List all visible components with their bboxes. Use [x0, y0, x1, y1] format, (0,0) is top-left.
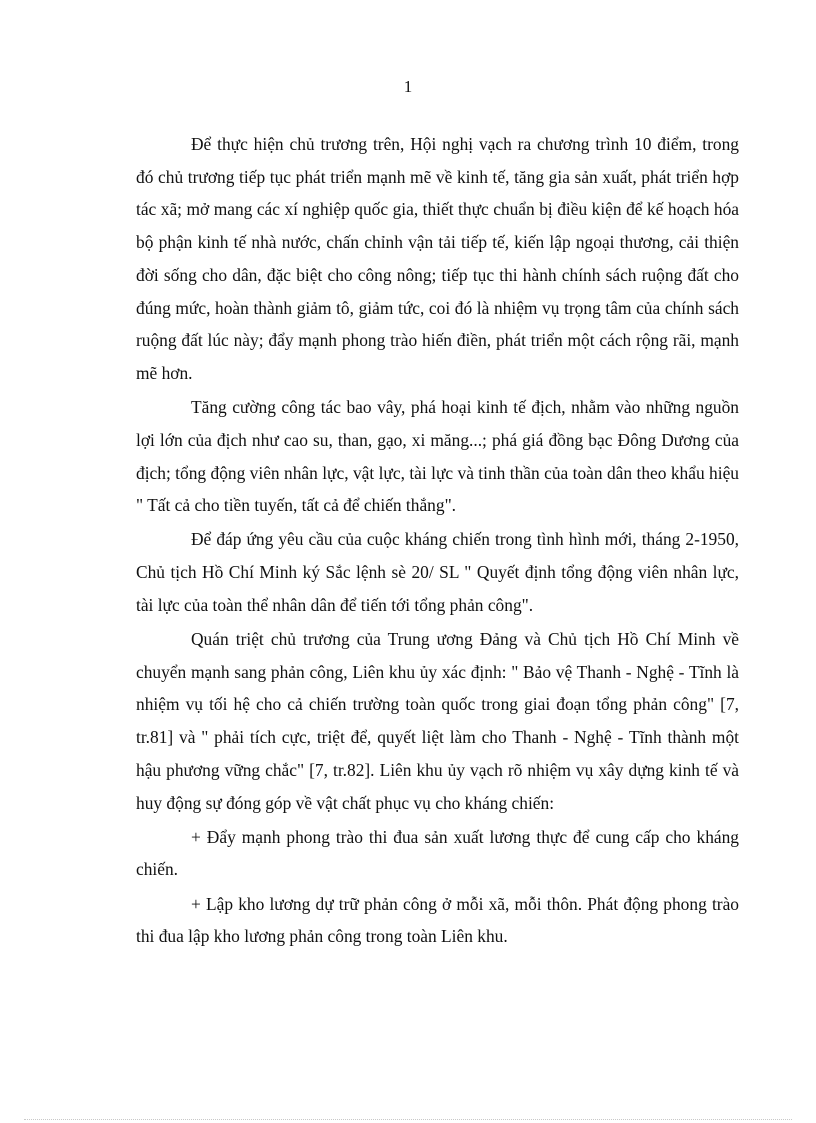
paragraph-interzone-committee: Quán triệt chủ trương của Trung ương Đảng và Chủ tịch Hồ Chí Minh về chuyển mạnh sang phản công, Liên khu ủy xác định: " Bảo vệ Thanh - Nghệ - Tĩnh là nhiệm vụ tối hệ cho cả chiến trường toàn quốc trong giai đoạn tổng phản công" [7, tr.81] và " phải tích cực, triệt để, quyết liệt làm cho Thanh - Nghệ - Tĩnh thành một hậu phương vững chắc" [7, tr.82]. Liên khu ủy vạch rõ nhiệm vụ xây dựng kinh tế và huy động sự đóng góp về vật chất phục vụ cho kháng chiến:: [136, 629, 739, 813]
paragraph-program-ten-points: Để thực hiện chủ trương trên, Hội nghị vạch ra chương trình 10 điểm, trong đó chủ trương tiếp tục phát triển mạnh mẽ về kinh tế, tăng gia sản xuất, phát triển hợp tác xã; mở mang các xí nghiệp quốc gia, thiết thực chuẩn bị điều kiện để kế hoạch hóa bộ phận kinh tế nhà nước, chấn chỉnh vận tải tiếp tế, kiến lập ngoại thương, cải thiện đời sống cho dân, đặc biệt cho công nông; tiếp tục thi hành chính sách ruộng đất cho đúng mức, hoàn thành giảm tô, giảm tức, coi đó là nhiệm vụ trọng tâm của chính sách ruộng đất lúc này; đẩy mạnh phong trào hiến điền, phát triển một cách rộng rãi, mạnh mẽ hơn.: [136, 134, 739, 383]
page-number: 1: [403, 77, 413, 96]
page-bottom-divider: [24, 1119, 792, 1120]
list-item-food-production: + Đẩy mạnh phong trào thi đua sản xuất lương thực để cung cấp cho kháng chiến.: [136, 826, 739, 880]
paragraph-economic-blockade: Tăng cường công tác bao vây, phá hoại kinh tế địch, nhằm vào những nguồn lợi lớn của địch như cao su, than, gạo, xi măng...; phá giá đồng bạc Đông Dương của địch; tổng động viên nhân lực, vật lực, tài lực và tinh thần của toàn dân theo khẩu hiệu " Tất cả cho tiền tuyến, tất cả để chiến thắng".: [136, 397, 739, 516]
paragraph-decree-mobilization: Để đáp ứng yêu cầu của cuộc kháng chiến trong tình hình mới, tháng 2-1950, Chủ tịch Hồ Chí Minh ký Sắc lệnh sè 20/ SL " Quyết định tổng động viên nhân lực, tài lực của toàn thể nhân dân để tiến tới tổng phản công".: [136, 529, 739, 615]
document-body: [136, 128, 739, 955]
list-item-food-reserve: + Lập kho lương dự trữ phản công ở mỗi xã, mỗi thôn. Phát động phong trào thi đua lập kho lương phản công trong toàn Liên khu.: [136, 893, 739, 947]
